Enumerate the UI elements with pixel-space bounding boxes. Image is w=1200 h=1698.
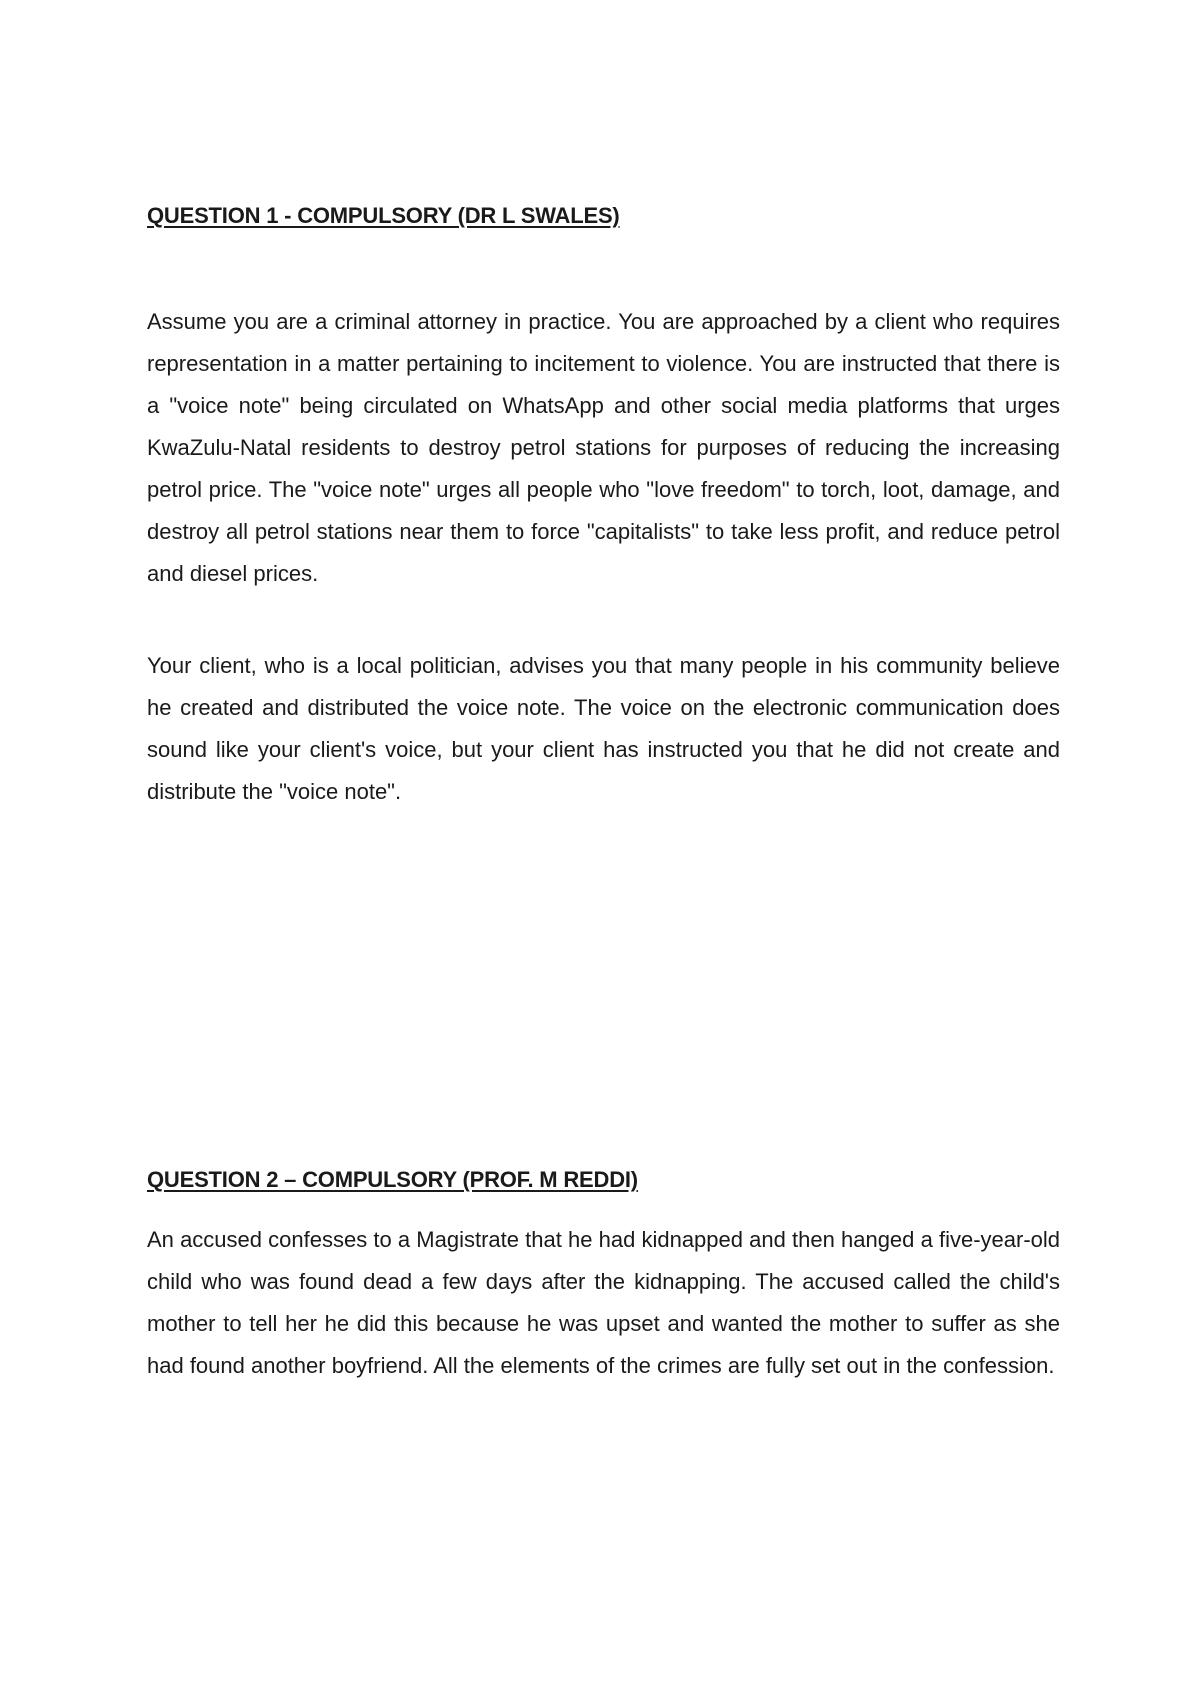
- question-1-heading: QUESTION 1 - COMPULSORY (DR L SWALES): [147, 203, 620, 228]
- question-2-heading: QUESTION 2 – COMPULSORY (PROF. M REDDI): [147, 1167, 638, 1192]
- question-1-paragraph-1: Assume you are a criminal attorney in practice. You are approached by a client who requires representation in a matter pertaining to incitement to violence. You are instructed that there is a "voice note" being circulated on WhatsApp and other social media platforms that urges KwaZulu-Natal residents to destroy petrol stations for purposes of reducing the increasing petrol price. The "voice note" urges all people who "love freedom" to torch, loot, damage, and destroy all petrol stations near them to force "capitalists" to take less profit, and reduce petrol and diesel prices.: [147, 309, 1060, 586]
- question-2-paragraph-1: An accused confesses to a Magistrate that he had kidnapped and then hanged a five-year-old child who was found dead a few days after the kidnapping. The accused called the child's mother to tell her he did this because he was upset and wanted the mother to suffer as she had found another boyfriend. All the elements of the crimes are fully set out in the confession.: [147, 1227, 1060, 1378]
- question-1-paragraph-2: Your client, who is a local politician, advises you that many people in his community believe he created and distributed the voice note. The voice on the electronic communication does sound like your client's voice, but your client has instructed you that he did not create and distribute the "voice note".: [147, 653, 1060, 804]
